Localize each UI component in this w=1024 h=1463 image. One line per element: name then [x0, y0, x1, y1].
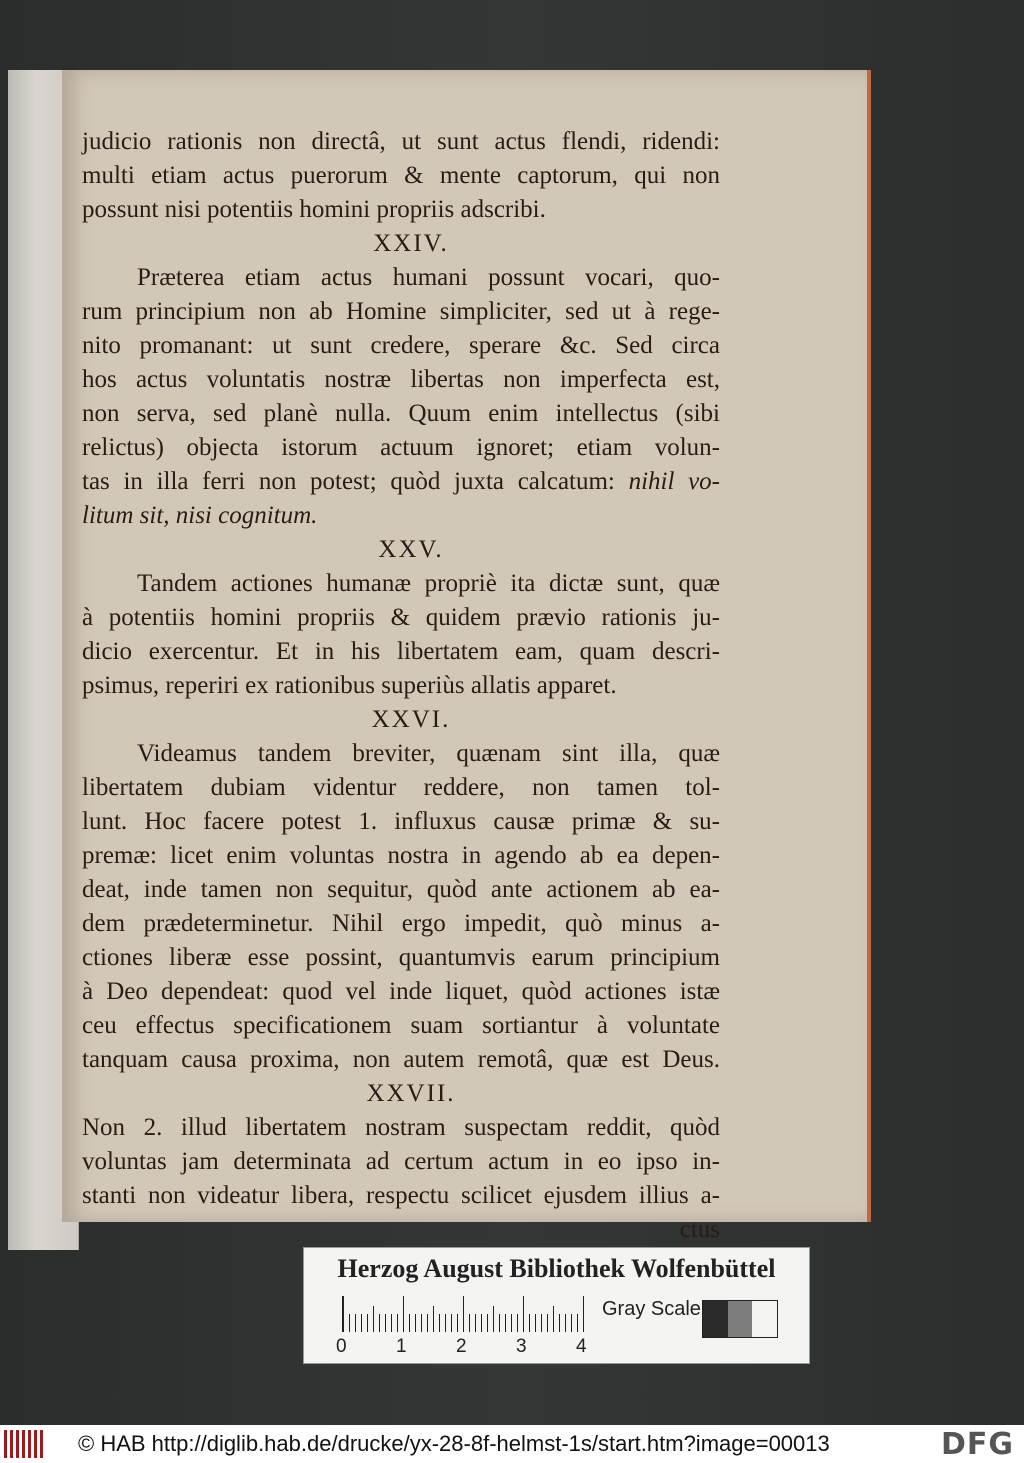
section-heading: XXVII. [366, 1080, 456, 1107]
ruler-tick [409, 1314, 410, 1332]
text-line: à Deo dependeat: quod vel inde liquet, quòd actiones istæ [82, 978, 720, 1005]
ruler-tick [463, 1296, 464, 1332]
ruler-tick [487, 1314, 488, 1332]
dfg-logo: DFG [940, 1427, 1014, 1462]
text-line: Videamus tandem breviter, quænam sint illa, quæ [137, 740, 720, 767]
ruler-tick [397, 1314, 398, 1332]
section-heading: XXV. [378, 536, 444, 563]
gray-scale-label: Gray Scale [602, 1298, 701, 1320]
ruler-tick [517, 1314, 518, 1332]
text-line: premæ: licet enim voluntas nostra in agendo ab ea depen- [82, 842, 720, 869]
ruler-tick [367, 1314, 368, 1332]
text-line: Non 2. illud libertatem nostram suspectam reddit, quòd [82, 1114, 720, 1141]
section-heading: XXIV. [373, 230, 449, 257]
gray-scale-swatches [702, 1300, 778, 1338]
ruler-tick [541, 1314, 542, 1332]
ruler-tick [379, 1314, 380, 1332]
ruler-tick [445, 1314, 446, 1332]
text-line: à potentiis homini propriis & quidem prævio rationis ju- [82, 604, 720, 631]
ruler-tick [457, 1314, 458, 1332]
gray-swatch [703, 1301, 728, 1337]
viewer-footer [0, 1425, 1024, 1463]
ruler-tick [433, 1306, 434, 1332]
section-heading: XXVI. [371, 706, 451, 733]
ruler-label: 4 [576, 1336, 587, 1357]
ruler-tick [523, 1296, 524, 1332]
ruler-tick [385, 1314, 386, 1332]
text-line: ceu effectus specificationem suam sortiantur à voluntate [82, 1012, 720, 1039]
ruler-tick [403, 1296, 404, 1332]
gray-swatch [752, 1301, 777, 1337]
ruler-label: 0 [336, 1336, 347, 1357]
ruler-tick [559, 1314, 560, 1332]
ruler-tick [565, 1314, 566, 1332]
gray-swatch [728, 1301, 753, 1337]
ruler-labels [336, 1336, 616, 1358]
ruler-label: 2 [456, 1336, 467, 1357]
ruler-tick [427, 1314, 428, 1332]
ruler-tick [505, 1314, 506, 1332]
ruler-tick [553, 1306, 554, 1332]
ruler-tick [571, 1314, 572, 1332]
library-name: Herzog August Bibliothek Wolfenbüttel [337, 1254, 776, 1283]
text-line: psimus, reperiri ex rationibus superiùs allatis apparet. [82, 672, 617, 699]
ruler-tick [361, 1314, 362, 1332]
text-line: ctus [679, 1216, 720, 1243]
ruler-tick [343, 1296, 344, 1332]
ruler-tick [583, 1296, 584, 1332]
ruler-tick [469, 1314, 470, 1332]
text-line: non serva, sed planè nulla. Quum enim intellectus (sibi [82, 400, 720, 427]
text-line: dem prædeterminetur. Nihil ergo impedit, quò minus a- [82, 910, 720, 937]
ruler-tick [439, 1314, 440, 1332]
text-line: judicio rationis non directâ, ut sunt actus flendi, ridendi: [82, 128, 720, 155]
text-line: ctiones liberæ esse possint, quantumvis earum principium [82, 944, 720, 971]
ruler-tick [391, 1314, 392, 1332]
ruler-tick [547, 1314, 548, 1332]
ruler-tick [451, 1314, 452, 1332]
ruler-tick [535, 1314, 536, 1332]
ruler-label: 3 [516, 1336, 527, 1357]
text-line: hos actus voluntatis nostræ libertas non imperfecta est, [82, 366, 720, 393]
ruler-label: 1 [396, 1336, 407, 1357]
text-line: lunt. Hoc facere potest 1. influxus causæ primæ & su- [82, 808, 720, 835]
ruler-tick [349, 1314, 350, 1332]
text-line: Tandem actiones humanæ propriè ita dictæ sunt, quæ [137, 570, 720, 597]
text-line: stanti non videatur libera, respectu scilicet ejusdem illius a- [82, 1182, 720, 1209]
ruler-tick [529, 1314, 530, 1332]
text-line: Præterea etiam actus humani possunt vocari, quo- [137, 264, 720, 291]
footer-url[interactable]: © HAB http://diglib.hab.de/drucke/yx-28-8f-helmst-1s/start.htm?image=00013 [78, 1431, 830, 1456]
hab-barcode-logo-icon [4, 1430, 46, 1458]
ruler-tick [421, 1314, 422, 1332]
ruler-tick [355, 1314, 356, 1332]
text-line: possunt nisi potentiis homini propriis adscribi. [82, 196, 546, 223]
page-text-block [82, 125, 720, 1247]
text-line: libertatem dubiam videntur reddere, non tamen tol- [82, 774, 720, 801]
text-line: voluntas jam determinata ad certum actum in eo ipso in- [82, 1148, 720, 1175]
ruler-tick [499, 1314, 500, 1332]
text-line: deat, inde tamen non sequitur, quòd ante actionem ab ea- [82, 876, 720, 903]
text-line: nito promanant: ut sunt credere, sperare &c. Sed circa [82, 332, 720, 359]
text-line: rum principium non ab Homine simpliciter, sed ut à rege- [82, 298, 720, 325]
ruler-tick [511, 1314, 512, 1332]
text-line: dicio exercentur. Et in his libertatem eam, quam descri- [82, 638, 720, 665]
color-reference-card [303, 1247, 810, 1364]
ruler-tick [577, 1314, 578, 1332]
ruler-tick [373, 1306, 374, 1332]
ruler-tick [475, 1314, 476, 1332]
ruler-tick [481, 1314, 482, 1332]
ruler-tick [493, 1306, 494, 1332]
text-line: relictus) objecta istorum actuum ignoret; etiam volun- [82, 434, 720, 461]
text-line: tas in illa ferri non potest; quòd juxta calcatum: nihil vo- [82, 468, 720, 495]
ruler-tick [415, 1314, 416, 1332]
scale-ruler [342, 1296, 593, 1332]
text-line: multi etiam actus puerorum & mente captorum, qui non [82, 162, 720, 189]
text-line: tanquam causa proxima, non autem remotâ, quæ est Deus. [82, 1046, 720, 1073]
text-line: litum sit, nisi cognitum. [82, 502, 318, 529]
